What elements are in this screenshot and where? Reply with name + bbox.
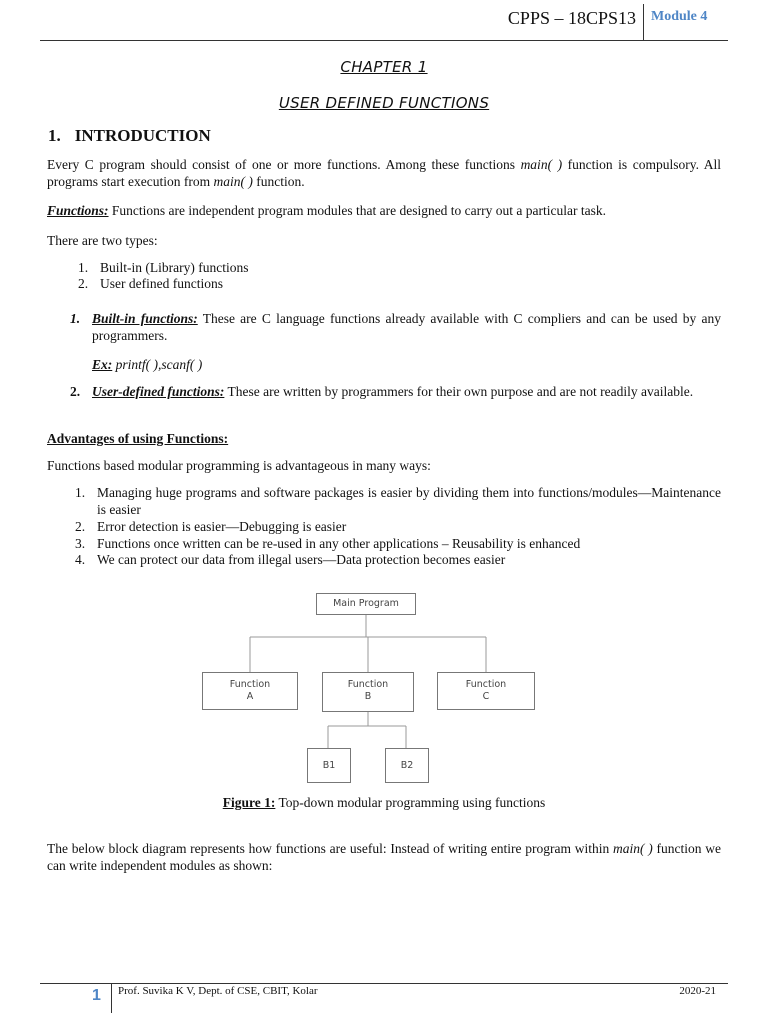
builtin-label: Built-in functions:: [92, 311, 198, 326]
functions-label: Functions:: [47, 203, 109, 218]
advantages-title: Advantages of using Functions:: [47, 431, 229, 446]
builtin-desc: These are C language functions already available with C compliers and can be used by any programmers.: [92, 311, 721, 343]
list-number: 2.: [70, 384, 81, 399]
chapter-number: CHAPTER 1: [340, 58, 428, 76]
section-title: INTRODUCTION: [74, 126, 211, 145]
list-number: 1.: [78, 260, 89, 275]
list-text: Functions once written can be re-used in any other applications – Reusability is enhanced: [97, 536, 581, 551]
list-number: 1.: [70, 311, 81, 326]
list-text: We can protect our data from illegal users—Data protection becomes easier: [97, 552, 506, 567]
module-label: Module 4: [651, 9, 708, 24]
function-a-label: Function: [229, 679, 271, 690]
closing-main: main( ): [613, 841, 653, 856]
list-text: Managing huge programs and software packages is easier by dividing them into functions/modules—Maintenance is easier: [97, 485, 721, 517]
function-c-label: Function: [465, 679, 507, 690]
example-text: printf( ),scanf( ): [112, 357, 203, 372]
userdef-desc: These are written by programmers for their own purpose and are not readily available.: [224, 384, 694, 399]
figure-label: Figure 1:: [222, 795, 276, 810]
footer-divider: [111, 983, 112, 1013]
example-label: Ex:: [92, 357, 113, 372]
figure-caption: [0, 795, 768, 811]
intro-main-1: main( ): [520, 157, 563, 172]
userdef-label: User-defined functions:: [92, 384, 225, 399]
section-number: 1.: [48, 126, 61, 145]
list-text: User defined functions: [100, 276, 223, 291]
function-b-box: [322, 672, 414, 712]
function-a-box: [202, 672, 298, 710]
list-number: 1.: [75, 485, 86, 500]
advantages-intro: Functions based modular programming is advantageous in many ways:: [47, 458, 431, 473]
function-b-label: Function: [347, 679, 389, 690]
function-a-letter: A: [246, 691, 254, 702]
footer-rule: [40, 983, 728, 984]
list-text: Built-in (Library) functions: [100, 260, 249, 275]
function-b-letter: B: [364, 691, 372, 702]
list-text: Error detection is easier—Debugging is easier: [97, 519, 347, 534]
function-c-box: [437, 672, 535, 710]
closing-text-1: The below block diagram represents how functions are useful: Instead of writing entire program within: [47, 841, 614, 856]
list-number: 2.: [75, 519, 86, 534]
main-program-box: Main Program: [316, 593, 416, 615]
functions-text: Functions are independent program modules that are designed to carry out a particular task.: [108, 203, 606, 218]
types-intro: There are two types:: [47, 233, 158, 248]
intro-text-1: Every C program should consist of one or more functions. Among these functions: [47, 157, 521, 172]
course-code: CPPS – 18CPS13: [507, 8, 636, 28]
closing-paragraph: [47, 840, 721, 874]
intro-text-3: function.: [252, 174, 305, 189]
b1-box: B1: [307, 748, 351, 783]
closing-text-2: function we can write independent modules as shown:: [47, 841, 722, 873]
list-number: 4.: [75, 552, 86, 567]
page-number: 1: [92, 987, 101, 1004]
intro-text-2: function is compulsory. All programs start execution from: [47, 157, 721, 189]
chapter-title: USER DEFINED FUNCTIONS: [278, 94, 490, 112]
footer-year: 2020-21: [679, 985, 716, 997]
function-c-letter: C: [482, 691, 490, 702]
list-number: 2.: [78, 276, 89, 291]
footer-author: Prof. Suvika K V, Dept. of CSE, CBIT, Kolar: [118, 985, 318, 997]
intro-main-2: main( ): [213, 174, 253, 189]
b2-box: B2: [385, 748, 429, 783]
list-number: 3.: [75, 536, 86, 551]
figure-caption-text: Top-down modular programming using functions: [275, 795, 546, 810]
